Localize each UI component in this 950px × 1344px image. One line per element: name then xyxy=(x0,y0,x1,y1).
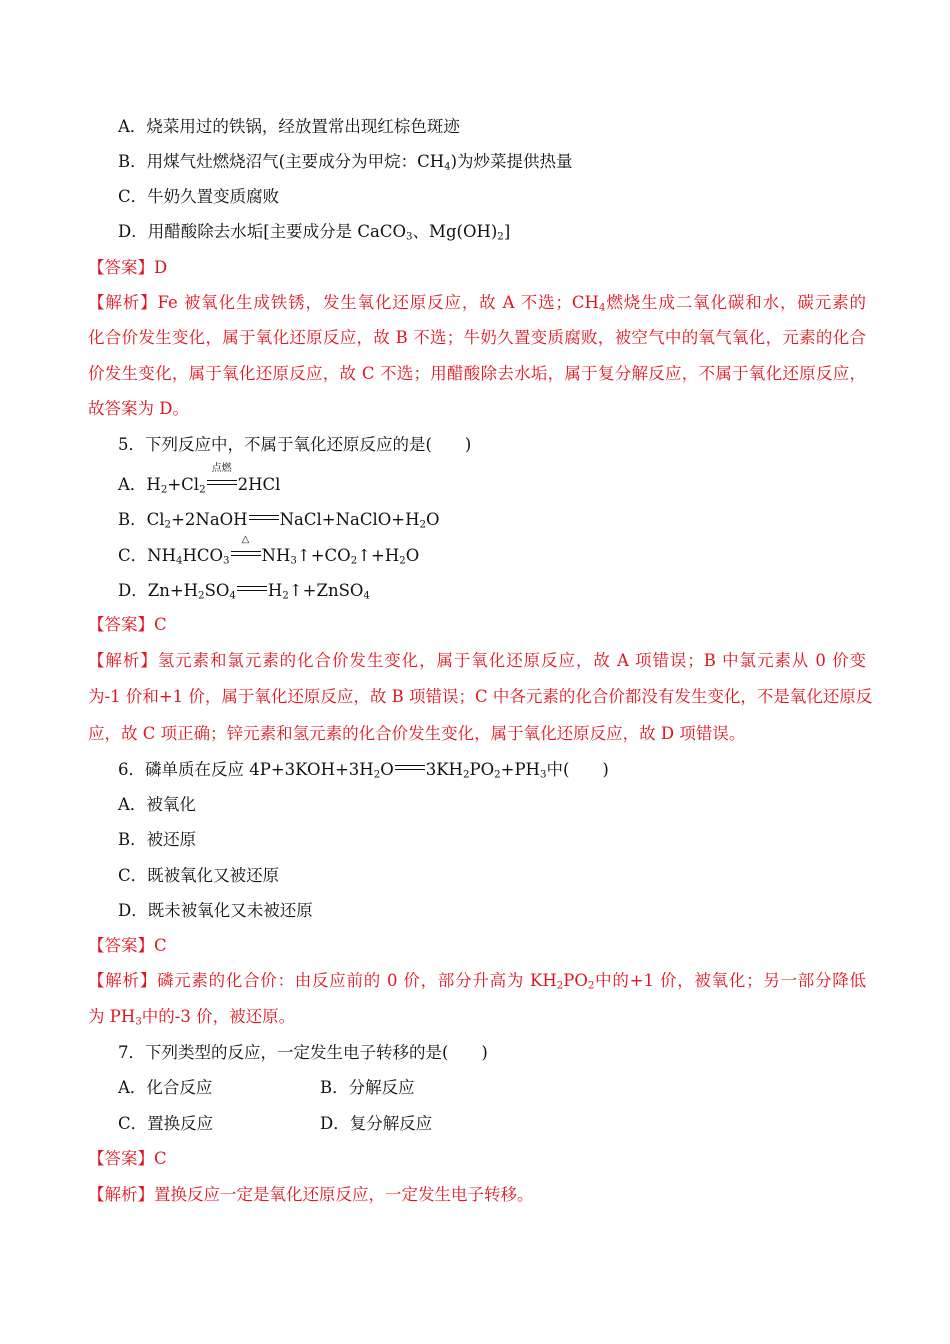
q6-option-c: C．既被氧化又被还原 xyxy=(118,866,280,885)
explanation-prev-line4: 故答案为 D。 xyxy=(88,399,189,418)
reaction-equals-sign: △ xyxy=(231,549,261,559)
q7-options-row-2 xyxy=(118,1113,950,1135)
q6-option-b: B．被还原 xyxy=(118,830,197,849)
option-c: C．牛奶久置变质腐败 xyxy=(118,187,280,206)
question-6-stem: 6．磷单质在反应 $4P+3KOH+3H_2O$ $3KH_2PO_2+PH_3$中( ) xyxy=(118,760,609,781)
q7-option-c: C．置换反应 xyxy=(118,1114,214,1133)
answer-q6: 【答案】C xyxy=(88,936,167,955)
explanation-q5-line3: 应，故 C 项正确；锌元素和氢元素的化合价发生变化，属于氧化还原反应，故 D 项错误。 xyxy=(88,724,746,743)
answer-q7: 【答案】C xyxy=(88,1149,167,1168)
reaction-equals-sign: 点燃 xyxy=(207,478,237,488)
question-7-stem: 7．下列类型的反应，一定发生电子转移的是( ) xyxy=(118,1043,488,1062)
q5-option-c: C．$NH_4HCO_3$ △ $NH_3↑+CO_2↑+H_2O$ xyxy=(118,534,420,567)
q7-option-a: A．化合反应 xyxy=(118,1078,213,1097)
q6-option-a: A．被氧化 xyxy=(118,795,196,814)
option-a: A．烧菜用过的铁锅，经放置常出现红棕色斑迹 xyxy=(118,117,460,136)
option-d: D．用醋酸除去水垢[主要成分是 CaCO$_3$、$Mg(OH)_2$] xyxy=(118,222,511,243)
q5-option-a: A．$H_2+Cl_2$ 点燃 2HCl xyxy=(118,463,281,496)
q5-option-d: D．$Zn+H_2SO_4$ $H_2↑+ZnSO_4$ xyxy=(118,581,370,602)
q6-option-d: D．既未被氧化又未被还原 xyxy=(118,901,313,920)
explanation-q6-line1: 【解析】磷元素的化合价：由反应前的 0 价，部分升高为 $KH_2PO_2$中的+1 价，被氧化；另一部分降低 xyxy=(88,971,867,992)
q7-option-b: B．分解反应 xyxy=(320,1078,415,1097)
reaction-equals-sign xyxy=(395,763,425,773)
q5-option-b: B．$Cl_2+2NaOH$ $NaCl+NaClO+H_2O$ xyxy=(118,510,440,531)
explanation-q5-line2: 为-1 价和+1 价，属于氧化还原反应，故 B 项错误；C 中各元素的化合价都没有发生变化，不是氧化还原反 xyxy=(88,687,873,706)
answer-prev: 【答案】D xyxy=(88,258,168,277)
reaction-equals-sign xyxy=(249,513,279,523)
explanation-prev-line2: 化合价发生变化，属于氧化还原反应，故 B 不选；牛奶久置变质腐败，被空气中的氧气氧化，元素的化合 xyxy=(88,328,866,347)
q7-options-row-1 xyxy=(118,1077,950,1099)
explanation-q7: 【解析】置换反应一定是氧化还原反应，一定发生电子转移。 xyxy=(88,1185,534,1204)
explanation-prev-line1: 【解析】Fe 被氧化生成铁锈，发生氧化还原反应，故 A 不选；$CH_4$燃烧生成二氧化碳和水，碳元素的 xyxy=(88,293,867,314)
explanation-q6-line2: 为 $PH_3$中的-3 价，被还原。 xyxy=(88,1007,296,1028)
option-b: B．用煤气灶燃烧沼气(主要成分为甲烷：$CH_4$)为炒菜提供热量 xyxy=(118,152,573,173)
explanation-prev-line3: 价发生变化，属于氧化还原反应，故 C 不选；用醋酸除去水垢，属于复分解反应，不属于氧化还原反应， xyxy=(88,364,866,383)
question-5-stem: 5．下列反应中，不属于氧化还原反应的是( ) xyxy=(118,435,472,454)
explanation-q5-line1: 【解析】氢元素和氯元素的化合价发生变化，属于氧化还原反应，故 A 项错误；B 中氯元素从 0 价变 xyxy=(88,651,866,670)
q7-option-d: D．复分解反应 xyxy=(320,1114,433,1133)
answer-q5: 【答案】C xyxy=(88,615,167,634)
reaction-equals-sign xyxy=(237,584,267,594)
